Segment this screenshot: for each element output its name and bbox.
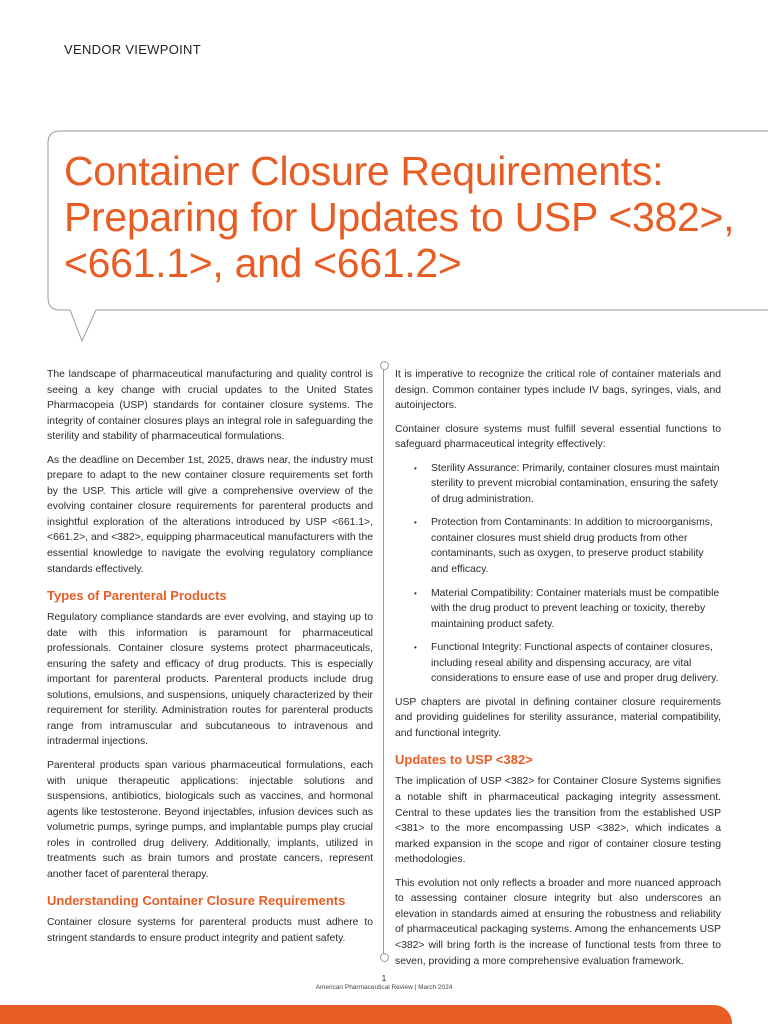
functions-list: [395, 461, 721, 687]
list-item-text: Functional Integrity: Functional aspects of container closures, including reseal ability and dispensing accuracy, are vital considerations to ensure ease of use and proper drug delivery.: [431, 642, 719, 685]
right-column: [395, 367, 721, 977]
divider-bottom-dot: [380, 953, 389, 962]
list-item: [414, 461, 721, 508]
section-kicker: VENDOR VIEWPOINT: [64, 42, 201, 57]
left-column: [47, 367, 373, 955]
article-title: Container Closure Requirements: Preparing for Updates to USP <382>, <661.1>, and <661.2>: [64, 148, 735, 286]
list-item: [414, 515, 721, 577]
section-heading-parenteral-products: Types of Parenteral Products: [47, 588, 227, 604]
footer-accent-bar: [0, 1005, 732, 1024]
intro-paragraph: The landscape of pharmaceutical manufacturing and quality control is seeing a key change with crucial updates to the United States Pharmacopeia (USP) standards for container closure systems. The integrity of container closures plays an integral role in safeguarding the sterility and stability of pharmaceutical formulations.: [47, 369, 373, 443]
list-item-text: Sterility Assurance: Primarily, container closures must maintain sterility to prevent microbial contamination, ensuring the safety of drug administration.: [431, 462, 720, 505]
formulations-paragraph: Parenteral products span various pharmaceutical formulations, each with unique therapeutic applications: injectable solutions and suspensions, antibiotics, biologicals such as vaccines, and hormonal agents like testosterone. Beyond injectables, infusion devices such as volumetric pumps, syringe pumps, and implantable pumps play crucial roles in controlled drug delivery. Additionally, implants, utilized in treatments such as brain tumors and prostate cancers, represent another facet of parenteral therapy.: [47, 760, 373, 880]
page-number: 1: [381, 974, 387, 983]
bullet-icon: •: [414, 518, 417, 528]
functions-intro-paragraph: Container closure systems must fulfill several essential functions to safeguard pharmaceutical integrity effectively:: [395, 423, 721, 451]
bullet-icon: •: [414, 588, 417, 598]
list-item: [414, 640, 721, 687]
requirements-paragraph: Container closure systems for parenteral products must adhere to stringent standards to ensure product integrity and patient safety.: [47, 917, 373, 944]
usp-382-evolution-paragraph: This evolution not only reflects a broader and more nuanced approach to assessing container closure integrity but also underscores an elevation in standards aimed at ensuring the robustness and reliability of pharmaceutical packaging systems. Among the enhancements USP <382> will bring forth is the increase of functional tests from three to seven, providing a more comprehensive evaluation framework.: [395, 877, 721, 967]
list-item-text: Protection from Contaminants: In addition to microorganisms, container closures must shield drug products from other contaminants, such as oxygen, to preserve product stability and efficacy.: [431, 517, 713, 576]
usp-382-implication-paragraph: The implication of USP <382> for Container Closure Systems signifies a notable shift in pharmaceutical packaging integrity assessment. Central to these updates lies the transition from the established USP <381> to the more encompassing USP <382>, which indicates a marked expansion in the scope and rigor of container closure testing methodologies.: [395, 776, 721, 866]
divider-top-dot: [380, 361, 389, 370]
list-item-text: Material Compatibility: Container materials must be compatible with the drug product to prevent leaching or toxicity, thereby maintaining product safety.: [431, 587, 720, 630]
column-divider: [383, 366, 384, 959]
section-heading-usp-382: Updates to USP <382>: [395, 752, 533, 768]
compliance-paragraph: Regulatory compliance standards are ever evolving, and staying up to date with this information is paramount for pharmaceutical professionals. Container closure systems protect pharmaceuticals, ensuring the safety and efficacy of drug products. This is especially important for parenteral products. Parenteral products include drug solutions, emulsions, and suspensions, uniquely characterized by their requirement for sterility. Administration routes for parenteral products range from intramuscular and subcutaneous to intravenous and intradermal injections.: [47, 612, 373, 748]
list-item: [414, 586, 721, 633]
bullet-icon: •: [414, 643, 417, 653]
section-heading-container-requirements: Understanding Container Closure Requirements: [47, 893, 346, 909]
materials-paragraph: It is imperative to recognize the critical role of container materials and design. Common container types include IV bags, syringes, vials, and autoinjectors.: [395, 369, 721, 412]
publication-credit: American Pharmaceutical Review | March 2024: [315, 984, 453, 991]
usp-chapters-paragraph: USP chapters are pivotal in defining container closure requirements and providing guidelines for sterility assurance, material compatibility, and functional integrity.: [395, 696, 721, 739]
deadline-paragraph: As the deadline on December 1st, 2025, draws near, the industry must prepare to adapt to the new container closure requirements set forth by the USP. This article will give a comprehensive overview of the evolving container closure requirements for parenteral products and insightful exploration of the alterations introduced by USP <661.1>, <661.2>, and <382>, equipping pharmaceutical manufacturers with the essential knowledge to navigate the evolving regulatory compliance standards effectively.: [47, 454, 373, 575]
bullet-icon: •: [414, 463, 417, 473]
